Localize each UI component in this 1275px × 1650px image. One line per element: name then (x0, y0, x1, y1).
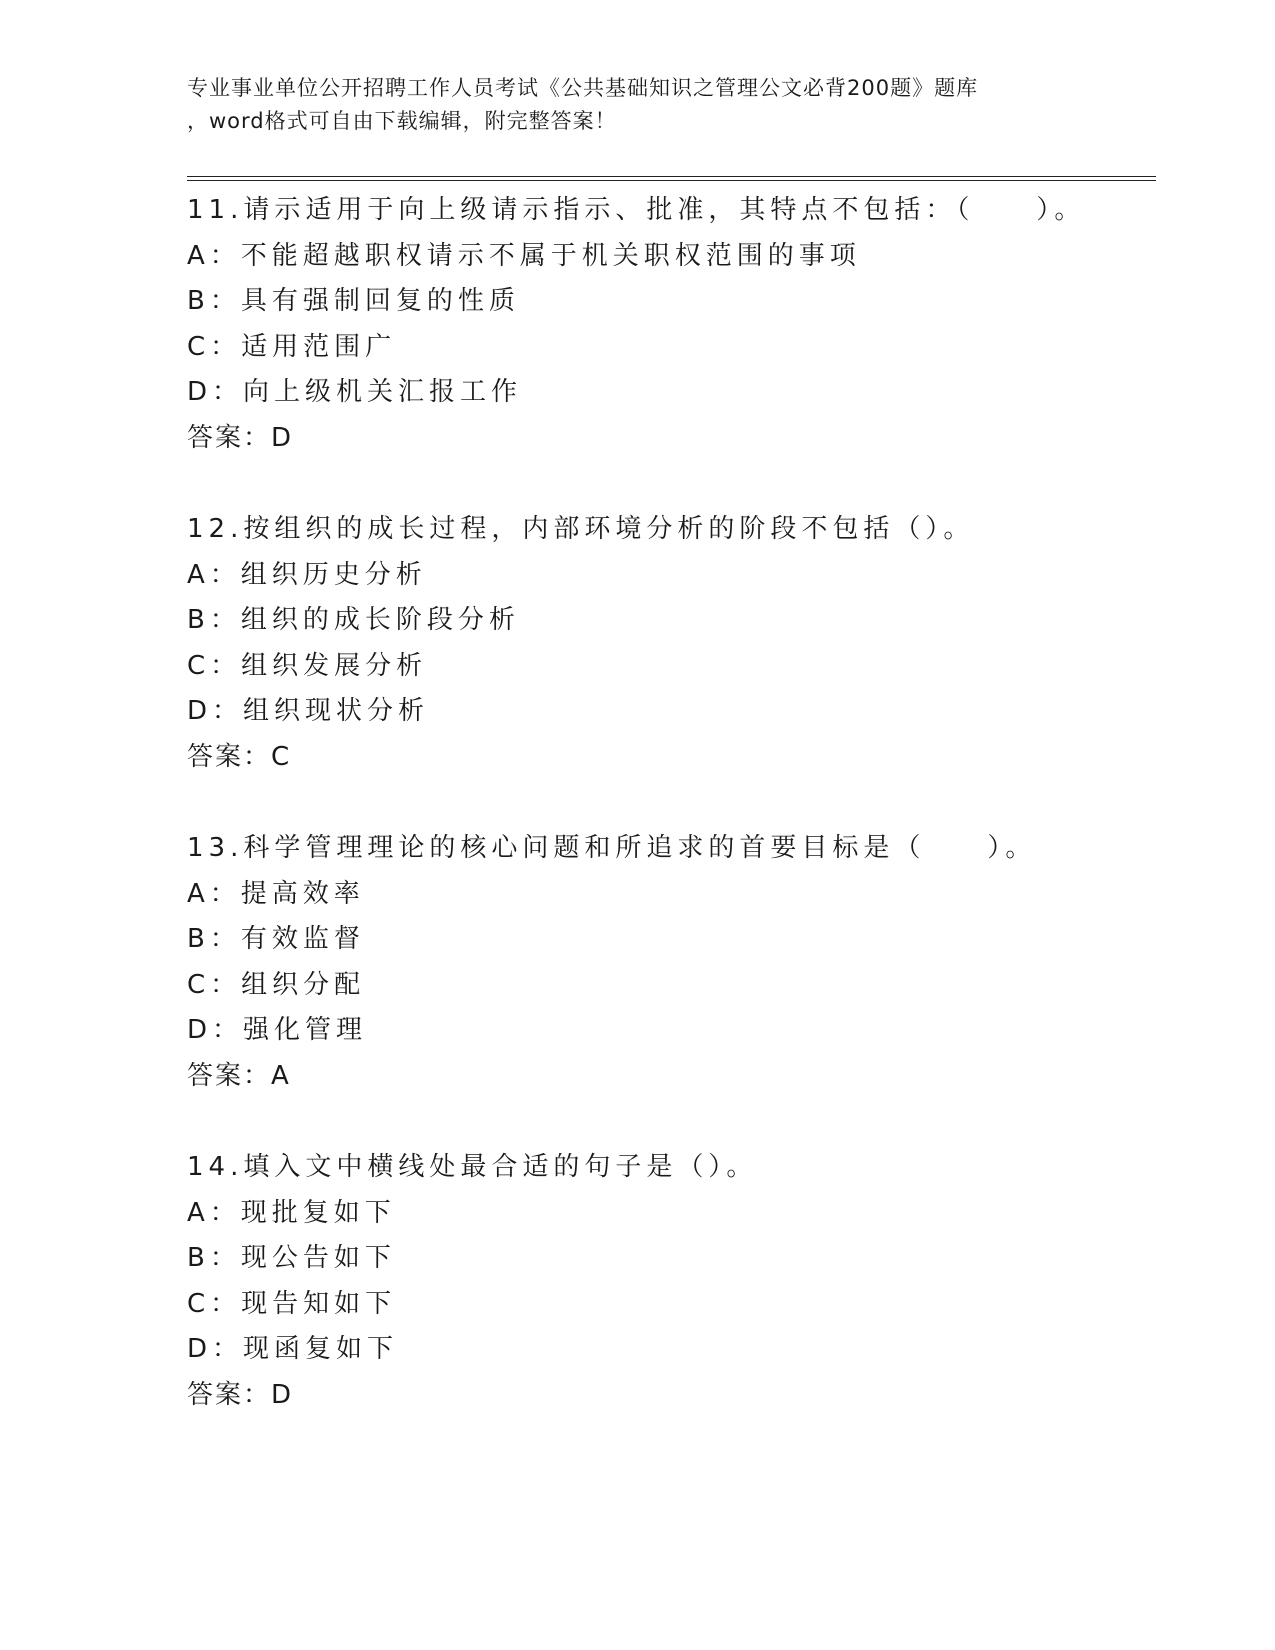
option-b: B：组织的成长阶段分析 (187, 605, 520, 635)
question-list (187, 188, 1156, 1464)
option-b: B：现公告如下 (187, 1243, 396, 1273)
option-c: C：现告知如下 (187, 1288, 397, 1319)
option-d: D：强化管理 (187, 1015, 368, 1045)
option-a: A：不能超越职权请示不属于机关职权范围的事项 (187, 240, 861, 271)
answer: 答案：D (187, 422, 294, 453)
question-12 (187, 507, 1156, 780)
question-stem: 12.按组织的成长过程，内部环境分析的阶段不包括（）。 (187, 514, 975, 544)
option-b: B：有效监督 (187, 924, 365, 954)
option-c: C：组织分配 (187, 969, 366, 1000)
question-stem: 11.请示适用于向上级请示指示、批准，其特点不包括：（ ）。 (187, 195, 1086, 225)
question-stem: 14.填入文中横线处最合适的句子是（）。 (187, 1152, 758, 1182)
answer: 答案：C (187, 741, 292, 772)
header-title-line-1: 专业事业单位公开招聘工作人员考试《公共基础知识之管理公文必背200题》题库 (187, 76, 979, 100)
option-a: A：提高效率 (187, 878, 365, 909)
answer: 答案：D (187, 1379, 294, 1410)
question-14 (187, 1145, 1156, 1418)
option-d: D：组织现状分析 (187, 696, 430, 726)
option-a: A：现批复如下 (187, 1197, 396, 1228)
option-d: D：现函复如下 (187, 1334, 399, 1364)
question-11 (187, 188, 1156, 461)
question-13 (187, 826, 1156, 1099)
document-header (187, 72, 1087, 138)
option-c: C：适用范围广 (187, 331, 397, 362)
option-a: A：组织历史分析 (187, 559, 427, 590)
header-title-line-2: ，word格式可自由下载编辑，附完整答案！ (187, 109, 617, 133)
option-c: C：组织发展分析 (187, 650, 428, 681)
question-stem: 13.科学管理理论的核心问题和所追求的首要目标是（ ）。 (187, 833, 1037, 863)
option-b: B：具有强制回复的性质 (187, 286, 520, 316)
header-double-rule (187, 176, 1156, 181)
answer: 答案：A (187, 1060, 291, 1091)
option-d: D：向上级机关汇报工作 (187, 377, 523, 407)
